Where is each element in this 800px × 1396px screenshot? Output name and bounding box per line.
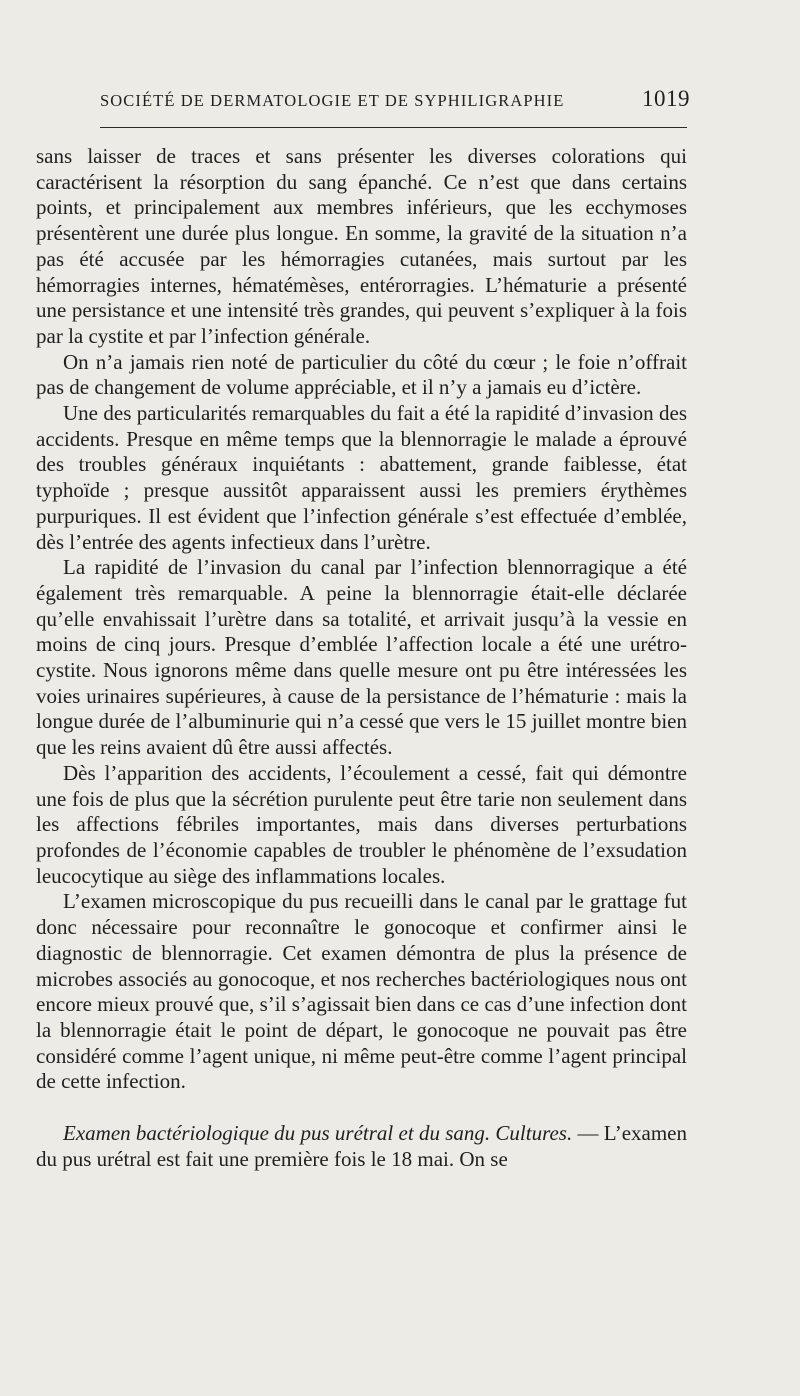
paragraph: Dès l’apparition des accidents, l’écoulement a cessé, fait qui démontre une fois de plus que la sécrétion purulente peut être tarie non seulement dans les affections fébriles importantes, mais dans diverses perturbations profondes de l’économie capables de troubler le phénomène de l’exsudation leucocytique au siège des inflammations locales. [36, 760, 687, 888]
section-title: Examen bactériologique du pus urétral et du sang. Cultures. [63, 1121, 573, 1146]
paragraph: On n’a jamais rien noté de particulier du côté du cœur ; le foie n’offrait pas de changement de volume appréciable, et il n’y a jamais eu d’ictère. [36, 349, 687, 400]
section-dash: — [572, 1121, 604, 1146]
page-header [100, 86, 690, 122]
page-number: 1019 [642, 86, 690, 111]
text-body [36, 144, 687, 1172]
paragraph: La rapidité de l’invasion du canal par l’infection blennorragique a été également très remarquable. A peine la blennorragie était-elle déclarée qu’elle envahissait l’urètre dans sa totalité, et arrivait jusqu’à la vessie en moins de cinq jours. Presque d’emblée l’affection locale a été une urétro-cystite. Nous ignorons même dans quelle mesure ont pu être intéressées les voies urinaires supérieures, à cause de la persistance de l’hématurie : mais la longue durée de l’albuminurie qui n’a cessé que vers le 15 juillet montre bien que les reins avaient dû être aussi affectés. [36, 555, 687, 760]
paragraph-continued: sans laisser de traces et sans présenter les diverses colorations qui caractérisent la résorption du sang épanché. Ce n’est que dans certains points, et principalement aux membres inférieurs, que les ecchymoses présentèrent une durée plus longue. En somme, la gravité de la situation n’a pas été accusée par les hémorragies cutanées, mais surtout par les hémorragies internes, hématémèses, entérorragies. L’hématurie a présenté une persistance et une intensité très grandes, qui peuvent s’expliquer à la fois par la cystite et par l’infection générale. [36, 144, 687, 348]
paragraph: L’examen microscopique du pus recueilli dans le canal par le grattage fut donc nécessaire pour reconnaître le gonocoque et confirmer ainsi le diagnostic de blennorragie. Cet examen démontra de plus la présence de microbes associés au gonocoque, et nos recherches bactériologiques nous ont encore mieux prouvé que, s’il s’agissait bien dans ce cas d’une infection dont la blennorragie était le point de départ, le gonocoque ne pouvait pas être considéré comme l’agent unique, ni même peut-être comme l’agent principal de cette infection. [36, 889, 687, 1094]
running-head: SOCIÉTÉ DE DERMATOLOGIE ET DE SYPHILIGRAPHIE [100, 91, 565, 110]
header-rule [100, 127, 687, 128]
paragraph: Une des particularités remarquables du fait a été la rapidité d’invasion des accidents. Presque en même temps que la blennorragie le malade a éprouvé des troubles généraux inquiétants : abattement, grande faiblesse, état typhoïde ; presque aussitôt apparaissent aussi les premiers érythèmes purpuriques. Il est évident que l’infection générale s’est effectuée d’emblée, dès l’entrée des agents infectieux dans l’urètre. [36, 401, 687, 554]
section-paragraph [36, 1121, 687, 1172]
section-text: L’examen du pus urétral est fait une première fois le 18 mai. On se [36, 1121, 687, 1171]
section-gap [36, 1095, 687, 1121]
